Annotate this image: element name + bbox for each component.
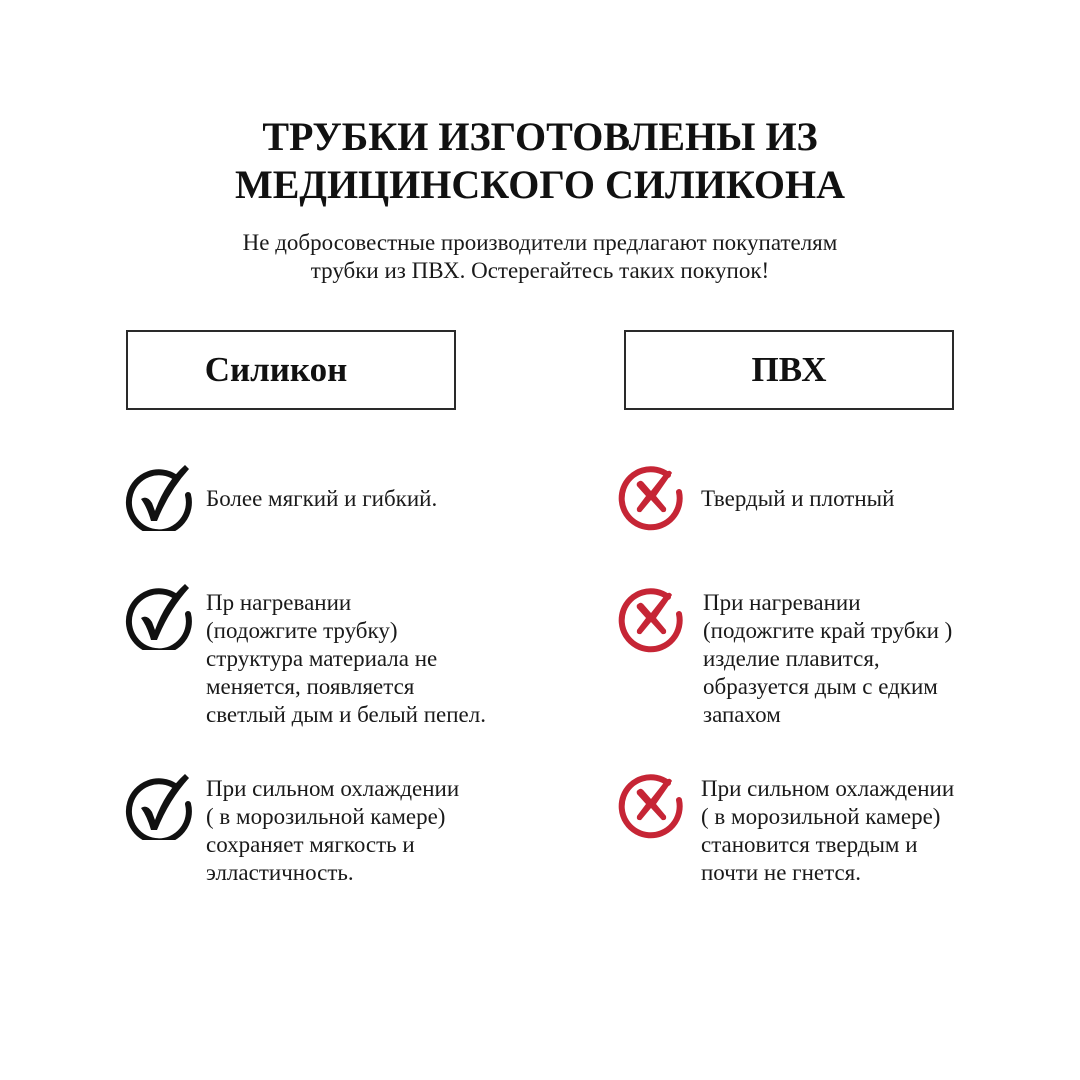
list-item-line: ( в морозильной камере) — [701, 804, 941, 829]
list-item-line: При сильном охлаждении — [206, 776, 460, 801]
list-item-line: Более мягкий и гибкий. — [206, 486, 438, 511]
list-item-line: образуется дым с едким — [703, 674, 938, 699]
list-item-line: запахом — [703, 702, 781, 727]
cross-circle-icon — [616, 462, 686, 532]
list-item-line: (подожгите край трубки ) — [703, 618, 953, 643]
list-item-line: Твердый и плотный — [701, 486, 895, 511]
cross-circle-icon — [616, 770, 686, 840]
page-subtitle-line-1: Не добросовестные производители предлагают покупателям — [242, 230, 838, 255]
pvc-column-label: ПВХ — [751, 350, 827, 389]
page-subtitle — [0, 229, 1080, 285]
list-item-line: Пр нагревании — [206, 590, 352, 615]
list-item-line: (подожгите трубку) — [206, 618, 398, 643]
list-item-line: изделие плавится, — [703, 646, 880, 671]
list-item-line: элластичность. — [206, 860, 354, 885]
list-item-line: При нагревании — [703, 590, 861, 615]
list-item-line: светлый дым и белый пепел. — [206, 702, 486, 727]
list-item-line: меняется, появляется — [206, 674, 415, 699]
list-item-line: ( в морозильной камере) — [206, 804, 446, 829]
page-subtitle-line-2: трубки из ПВХ. Остерегайтесь таких покупок! — [310, 258, 770, 283]
silicone-column-header — [126, 330, 456, 410]
check-circle-icon — [125, 580, 195, 650]
pvc-item-3 — [701, 775, 1031, 887]
list-item-line: становится твердым и — [701, 832, 918, 857]
silicone-item-2 — [206, 589, 536, 729]
pvc-item-1 — [701, 485, 1031, 513]
silicone-item-3 — [206, 775, 536, 887]
list-item-line: При сильном охлаждении — [701, 776, 955, 801]
cross-circle-icon — [616, 584, 686, 654]
check-circle-icon — [125, 770, 195, 840]
page-title — [0, 113, 1080, 209]
check-circle-icon — [125, 461, 195, 531]
list-item-line: структура материала не — [206, 646, 438, 671]
silicone-item-1 — [206, 485, 536, 513]
page-title-line-1: ТРУБКИ ИЗГОТОВЛЕНЫ ИЗ — [262, 114, 818, 159]
list-item-line: почти не гнется. — [701, 860, 861, 885]
page-title-line-2: МЕДИЦИНСКОГО СИЛИКОНА — [234, 162, 846, 207]
pvc-column-header — [624, 330, 954, 410]
pvc-item-2 — [703, 589, 1033, 729]
list-item-line: сохраняет мягкость и — [206, 832, 415, 857]
silicone-column-label: Силикон — [204, 350, 348, 389]
